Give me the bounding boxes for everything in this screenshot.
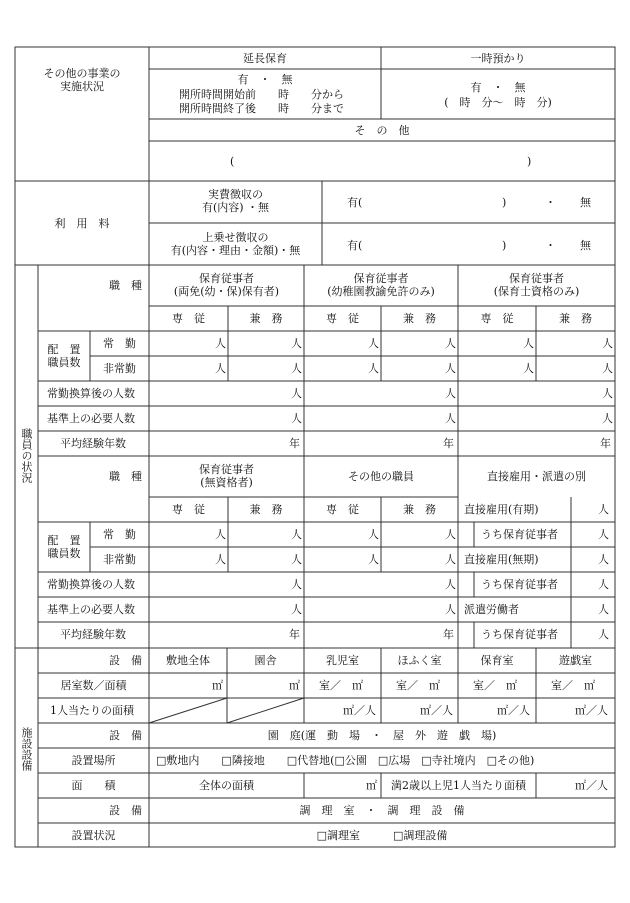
unit-m2-per: ㎡／人	[343, 704, 376, 717]
haichi-label-1: 配 置 職員数	[47, 343, 81, 369]
unit-nin: 人	[445, 412, 456, 425]
sonota-paren-close: )	[527, 155, 532, 168]
sonota-title: そ の 他	[354, 124, 410, 137]
shokushu-label-1: 職 種	[109, 279, 142, 292]
unit-nin: 人	[598, 528, 609, 541]
unit-nin: 人	[445, 578, 456, 591]
unit-nin: 人	[215, 337, 226, 350]
shokushu-label-2: 職 種	[109, 470, 142, 483]
unit-nin: 人	[368, 528, 379, 541]
uwanose-dot: ・	[545, 239, 556, 252]
keiken-label-1: 平均経験年数	[60, 437, 126, 450]
col-e-header: その他の職員	[348, 470, 414, 483]
uchi-label-3: うち保育従事者	[481, 628, 558, 641]
direct-yuki-label: 直接雇用(有期)	[464, 503, 539, 516]
unit-nin: 人	[445, 603, 456, 616]
jippi-nashi: 無	[580, 196, 591, 209]
uchi-label-2: うち保育従事者	[481, 578, 558, 591]
facilities-section-label: 施設設備	[20, 727, 33, 771]
other-programs-label: その他の事業の 実施状況	[43, 67, 121, 93]
col-a-senju: 専 従	[172, 312, 205, 325]
fac-header-3: ほふく室	[397, 654, 442, 667]
jippi-label: 実費徴収の 有(内容) ・無	[201, 188, 270, 214]
fac-header-5: 遊戯室	[559, 654, 592, 667]
enchou-umu: 有 ・ 無	[237, 73, 293, 86]
setsubi-label-3: 設 備	[109, 804, 142, 817]
unit-nin: 人	[598, 603, 609, 616]
unit-m2-per: ㎡／人	[497, 704, 530, 717]
fac-header-2: 乳児室	[326, 654, 359, 667]
status-label: 設置状況	[71, 829, 116, 842]
unit-nin: 人	[291, 362, 302, 375]
keiken-label-2: 平均経験年数	[60, 628, 126, 641]
joukin-label-1: 常 勤	[103, 337, 136, 350]
unit-nin: 人	[291, 337, 302, 350]
kansan-label-1: 常勤換算後の人数	[47, 387, 135, 400]
unit-nin: 人	[598, 553, 609, 566]
uwanose-ari: 有(	[347, 239, 363, 252]
staff-section-label: 職員の状況	[20, 428, 33, 483]
haken-label: 派遣労働者	[464, 603, 519, 616]
unit-nin: 人	[445, 362, 456, 375]
unit-m2-per: ㎡／人	[575, 779, 608, 792]
jippi-dot: ・	[545, 196, 556, 209]
uwanose-label: 上乗せ徴収の 有(内容・理由・金額)・無	[170, 231, 301, 257]
col-d-header: 保育従事者 (無資格者)	[199, 463, 254, 489]
unit-m2: ㎡	[212, 679, 223, 692]
unit-nin: 人	[523, 362, 534, 375]
total-area-label: 全体の面積	[199, 779, 254, 792]
setsubi-label-2: 設 備	[109, 729, 142, 742]
col-c-header: 保育従事者 (保育士資格のみ)	[493, 272, 580, 298]
unit-nin: 人	[368, 362, 379, 375]
fac-header-4: 保育室	[480, 654, 514, 667]
hitsuyou-label-2: 基準上の必要人数	[47, 603, 135, 616]
unit-nin: 人	[598, 503, 609, 516]
kitchen-title: 調 理 室 ・ 調 理 設 備	[299, 804, 465, 817]
unit-nin: 人	[368, 553, 379, 566]
unit-nin: 人	[602, 387, 613, 400]
unit-nen: 年	[289, 437, 300, 450]
enchou-before: 開所時間開始前 時 分から	[179, 88, 344, 101]
col-e-kenmu: 兼 務	[403, 503, 436, 516]
jippi-ari: 有(	[347, 196, 363, 209]
enchou-title: 延長保育	[243, 52, 287, 65]
unit-nen: 年	[600, 437, 611, 450]
unit-nin: 人	[598, 628, 609, 641]
col-f-header: 直接雇用・派遣の別	[487, 470, 586, 483]
col-a-kenmu: 兼 務	[249, 312, 283, 325]
unit-nin: 人	[291, 603, 302, 616]
unit-nen: 年	[443, 628, 454, 641]
unit-nin: 人	[291, 412, 302, 425]
unit-room-m2: 室／ ㎡	[473, 679, 517, 692]
location-label: 設置場所	[71, 754, 116, 767]
enchou-after: 開所時間終了後 時 分まで	[179, 102, 344, 115]
unit-m2-per: ㎡／人	[420, 704, 453, 717]
unit-nin: 人	[215, 362, 226, 375]
ichiji-umu: 有 ・ 無	[470, 81, 526, 94]
col-b-senju: 専 従	[326, 312, 359, 325]
unit-nin: 人	[291, 578, 302, 591]
unit-nin: 人	[602, 412, 613, 425]
unit-nin: 人	[602, 337, 613, 350]
kyoshitsu-label: 居室数／面積	[60, 679, 127, 692]
hijoukin-label-2: 非常勤	[103, 553, 136, 566]
unit-nin: 人	[602, 362, 613, 375]
ichiji-title: 一時預かり	[470, 52, 526, 65]
unit-m2-per: ㎡／人	[575, 704, 608, 717]
unit-room-m2: 室／ ㎡	[319, 679, 363, 692]
haichi-label-2: 配 置 職員数	[47, 534, 81, 560]
kansan-label-2: 常勤換算後の人数	[47, 578, 135, 591]
unit-m2: ㎡	[289, 679, 300, 692]
unit-nin: 人	[445, 528, 456, 541]
unit-nin: 人	[291, 387, 302, 400]
setsubi-label-1: 設 備	[109, 654, 142, 667]
unit-nin: 人	[215, 553, 226, 566]
unit-room-m2: 室／ ㎡	[396, 679, 440, 692]
uwanose-close: )	[502, 239, 507, 252]
col-b-kenmu: 兼 務	[403, 312, 436, 325]
unit-m2: ㎡	[366, 779, 377, 792]
unit-nin: 人	[215, 528, 226, 541]
area-label: 面 積	[71, 779, 116, 792]
jippi-close: )	[502, 196, 507, 209]
status-options: □調理室 □調理設備	[316, 829, 448, 842]
col-d-senju: 専 従	[172, 503, 205, 516]
ichiji-time: ( 時 分～ 時 分)	[444, 96, 552, 109]
fac-header-0: 敷地全体	[166, 654, 210, 667]
location-options: □敷地内 □隣接地 □代替地(□公園 □広場 □寺社境内 □その他)	[156, 754, 535, 767]
unit-nen: 年	[289, 628, 300, 641]
unit-nin: 人	[445, 337, 456, 350]
sonota-paren-open: (	[230, 155, 235, 168]
fees-label: 利 用 料	[54, 217, 110, 230]
unit-nen: 年	[443, 437, 454, 450]
unit-nin: 人	[523, 337, 534, 350]
unit-nin: 人	[445, 553, 456, 566]
col-d-kenmu: 兼 務	[249, 503, 283, 516]
unit-nin: 人	[291, 528, 302, 541]
joukin-label-2: 常 勤	[103, 528, 136, 541]
unit-nin: 人	[445, 387, 456, 400]
unit-nin: 人	[598, 578, 609, 591]
uchi-label-1: うち保育従事者	[481, 528, 558, 541]
col-b-header: 保育従事者 (幼稚園教諭免許のみ)	[327, 272, 435, 298]
per-person-label: 1人当たりの面積	[50, 704, 134, 717]
fac-header-1: 園舎	[254, 654, 277, 667]
hitsuyou-label-1: 基準上の必要人数	[47, 412, 135, 425]
unit-room-m2: 室／ ㎡	[551, 679, 595, 692]
col-a-header: 保育従事者 (両免(幼・保)保有者)	[173, 272, 280, 298]
unit-nin: 人	[368, 337, 379, 350]
uwanose-nashi: 無	[580, 239, 591, 252]
entei-title: 園 庭(運 動 場 ・ 屋 外 遊 戯 場)	[267, 729, 497, 742]
direct-muki-label: 直接雇用(無期)	[464, 553, 539, 566]
hijoukin-label-1: 非常勤	[103, 362, 136, 375]
col-c-kenmu: 兼 務	[559, 312, 592, 325]
col-c-senju: 専 従	[480, 312, 514, 325]
unit-nin: 人	[291, 553, 302, 566]
per-child-label: 満2歳以上児1人当たり面積	[391, 779, 526, 792]
col-e-senju: 専 従	[326, 503, 359, 516]
